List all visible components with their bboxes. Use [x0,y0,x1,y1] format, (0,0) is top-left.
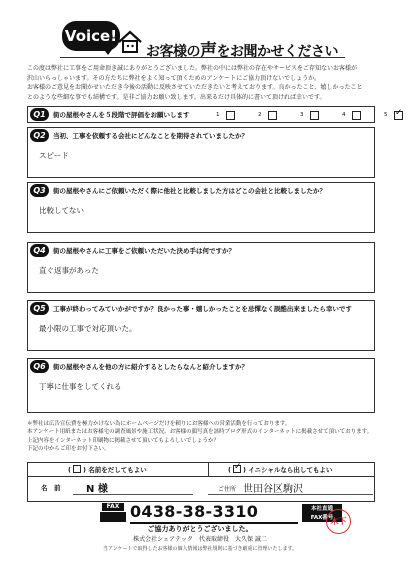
fax-icon-body [100,512,126,522]
question-badge: Q4 [30,244,49,257]
question-q4 [27,242,375,293]
check-mark-icon: ✓ [233,462,242,472]
question-text: 当初、工事を依頼する会社にどんなことを期待されていましたか？ [53,132,248,140]
check-mark-icon: ✓ [395,108,403,118]
note-line: 下記の中からご印をお付下さい。 [27,446,110,453]
question-q5 [27,300,375,351]
rating-option[interactable] [342,108,372,122]
question-header [28,128,374,143]
question-text: 工事が終わってみていかがですか？良かった事・嬉しかったことを忌憚なく誤酷出来ましたら幸いです [53,305,352,313]
voice-badge: Voice! [62,21,120,51]
question-q1 [27,106,403,123]
voice-badge-tail [102,47,114,55]
question-badge: Q3 [30,184,49,197]
question-badge: Q6 [30,360,49,373]
company-text: 株式会社シェアテック 代表取締役 大久保 誠二 [133,536,267,543]
rating-option[interactable] [258,108,288,122]
fax-tag-line: 本社直通 [310,506,333,512]
consent-option-name[interactable]: ( ) 名前をだしてもよい [68,466,147,474]
name-label: 名 前 [41,484,61,492]
intro-line: 沢山いらっしゃいます。その方たちに弊社をよく知って頂くためのアンケートにご協力頂けないでしょうか。 [27,74,321,82]
rating-option[interactable] [384,108,414,122]
question-text: 街の屋根やさんにご依頼いただく際に他社と比較しました方はどこの会社と比較しましたか？ [53,187,326,195]
address-field[interactable]: 世田谷区駒沢 [243,484,303,495]
fax-icon-label: FAX [102,503,124,511]
intro-line: とのような些細な事でも結構です。是非ご協力お願い致します。出来るだけ具体的に書いて頂ければ幸いです。 [27,93,326,101]
privacy-text: 当アンケートで取得したお客様の個人情報は弊社規則に基づき厳重に管理いたします。 [102,546,298,552]
rating-checkbox[interactable] [352,111,361,120]
address-label: ご住所 [218,486,237,493]
rating-scale [216,108,414,122]
rating-option[interactable] [300,108,330,122]
answer-text[interactable]: 最小限の工事で対応頂いた。 [39,324,137,333]
fax-bar [100,503,345,522]
seal-stamp: 木下 [326,509,351,534]
title-part2: 声 [200,41,217,61]
rating-checkbox[interactable] [310,111,319,120]
house-icon [117,29,143,55]
consent-checkbox-initial[interactable] [233,462,242,473]
question-badge: Q2 [30,129,49,142]
note-line: ＊弊社は広告宣伝費を極力かけない為にホームページだけを頼りにお客様への営業活動を行っております。 [27,421,291,427]
question-header [28,107,403,122]
question-badge: Q1 [30,108,49,121]
answer-text[interactable]: スピード [39,151,69,160]
consent-option-initial[interactable]: ( ✓ ) イニシャルなら出してもよい [228,462,333,474]
question-q3 [27,182,375,233]
answer-text[interactable]: 直ぐ返事があった [39,266,99,275]
rating-number: 3 [300,112,304,118]
question-header [28,243,374,258]
question-text: 街の屋根やさんを５段階で評価をお願いします [53,111,190,119]
rating-number: 1 [216,112,220,118]
intro-line: この度は弊社に工事をご用命頂き誠にありがとうございました。弊社の中には弊社の存在やサービスをご存知ないお客様が [27,65,358,72]
consent-option-name-label: 名前をだしてもよい [88,466,147,474]
answer-text[interactable]: 丁寧に仕事をしてくれる [39,382,122,391]
rating-number: 5 [384,112,388,118]
question-header [28,183,374,198]
question-badge: Q5 [30,302,49,315]
title-part1: お客様の [146,44,200,60]
question-q2 [27,127,375,178]
intro-text [27,64,377,102]
question-header [28,359,374,374]
question-q6 [27,358,375,413]
name-underline [73,494,193,495]
rating-option[interactable] [216,108,246,122]
rating-checkbox[interactable] [226,111,235,120]
fax-tag-line: FAX番号 [310,514,334,521]
fax-machine-icon [100,503,126,522]
question-text: 街の屋根やさんに工事をご依頼いただいた決め手は何ですか？ [53,247,235,255]
note-line: 上記内容をインターネット印刷物に掲載させて頂いてもよろしいでしょうか？ [27,437,220,444]
intro-line: お客様のご意見をお聞かせいただき今後の活動に反映させていただきたいと考えております。良かったこと、嬉しかったこと [27,84,363,91]
consent-divider [208,463,209,477]
publication-notes [27,420,377,454]
consent-options-row [28,463,374,477]
thanks-text: ご協力ありがとうございました。 [147,525,253,533]
title-divider [60,57,345,58]
consent-table [27,462,375,502]
fax-number: 0438-38-3310 [130,502,259,521]
address-underline [208,494,373,495]
consent-option-initial-label: イニシャルなら出してもよい [248,466,333,474]
title-part3: をお聞かせください [216,44,338,60]
question-header [28,301,374,316]
rating-number: 2 [258,112,262,118]
rating-checkbox[interactable] [268,111,277,120]
page-title [146,36,346,61]
rating-number: 4 [342,112,346,118]
answer-text[interactable]: 比較してない [39,206,84,215]
name-field[interactable]: N 様 [86,484,108,495]
note-line: 本アンケート用紙またはお客様宅の調査風景や施工状況、お客様の顔写真を該時ブログ形式のインターネットに掲載させて頂いております。 [27,429,373,436]
question-text: 街の屋根やさんを他の方に紹介するとしたらなんと紹介しますか？ [53,363,248,371]
consent-checkbox-name[interactable] [73,465,81,473]
